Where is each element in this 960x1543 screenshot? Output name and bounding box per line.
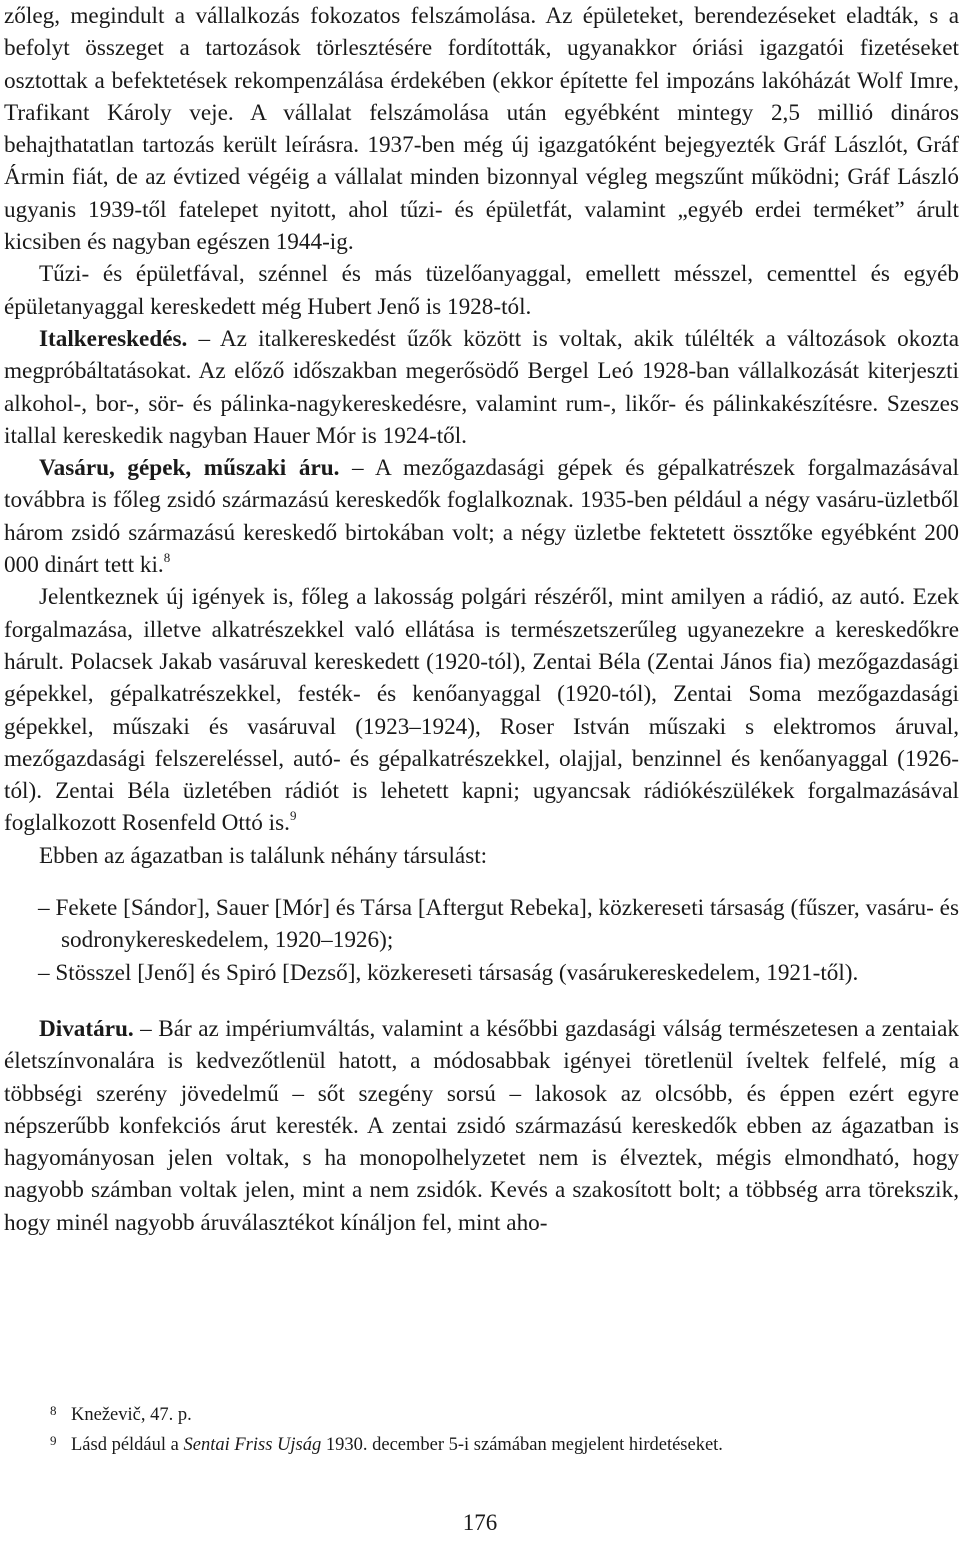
fashion-text: – Bár az impériumváltás, valamint a későbbi gazdasági válság természetesen a zentaiak életszínvonalára is kedvezőtlenül hatott, a módosabbak igényei töretlenül íveltek felfelé, míg a többségi szerény jövedelmű – sőt szegény sorsú – lakosok az olcsóbb, és éppen ezért egyre népszerűbb konfekciós árut keresték. A zentai zsidó származású kereskedők ebben az ágazatban is hagyományosan jelen voltak, s ha monopolhelyzetet nem is élveztek, mégis elmondható, hogy nagyobb számban voltak jelen, mint a nem zsidók. Kevés a szakosított bolt; a többség arra törekszik, hogy minél nagyobb áruválasztékot kínáljon fel, mint aho- [4,1015,959,1236]
hardware-text: – A mezőgazdasági gépek és gépalkatrészek forgalmazásával továbbra is főleg zsidó származású kereskedők foglalkoznak. 1935-ben például a négy vasáru-üzletből három zsidó származású kereskedő birtokában volt; a négy üzletbe fektetett össztőke egyébként 200 000 dinárt tett ki. [4,455,960,579]
footnote-ref-9[interactable]: 9 [289,808,297,824]
liquor-text: – Az italkereskedést űzők között is voltak, akik túlélték a változások okozta megpróbáltatásokat. Az előző időszakban megerősödő Bergel Leó 1928-ban vállalkozását kiterjeszti alkohol-, bor-, sör- és pálinka-nagykereskedésre, valamint rum-, likőr- és pálinkakészítésre. Szeszes itallal kereskedik nagyban Hauer Mór is 1924-től. [4,325,959,449]
paragraph-firewood-trade: Tűzi- és épületfával, szénnel és más tüzelőanyaggal, emellett mésszel, cementtel és egyéb épületanyaggal kereskedett még Hubert Jenő is 1928-tól. [4,261,959,320]
footnote-text-pre: Lásd például a [71,1435,184,1455]
footnote-8 [4,1400,904,1430]
list-item: – Stösszel [Jenő] és Spiró [Dezső], közkereseti társaság (vasárukereskedelem, 1921-től). [38,959,859,986]
paragraph-fashion-trade [4,1013,959,1239]
paragraph-associations-intro: Ebben az ágazatban is találunk néhány társulást: [39,842,488,869]
footnote-text: Kneževič, 47. p. [71,1405,192,1425]
paragraph-liquidation: zőleg, megindult a vállalkozás fokozatos felszámolása. Az épületeket, berendezéseket eladták, s a befolyt összeget a tartozások törlesztésére fordították, ugyanakkor óriási igazgatói fizetéseket osztottak a befektetések rekompenzálása érdekében (ekkor építette fel impozáns lakóházát Wolf Imre, Trafikant Károly veje. A vállalat felszámolása után egyébként mintegy 2,5 millió dináros behajthatatlan tartozás került leírásra. 1937-ben még új igazgatóként bejegyezték Gráf Lászlót, Gráf Ármin fiát, de az évtized végéig a vállalat minden bizonnyal végleg megszűnt működni; Gráf László ugyanis 1939-től fatelepet nyitott, ahol tűzi- és épületfát, valamint „egyéb erdei terméket” árult kicsiben és nagyban egészen 1944-ig. [4,3,959,256]
section-heading-hardware: Vasáru, gépek, műszaki áru. [39,455,340,482]
footnote-9 [4,1430,904,1460]
footnote-number: 8 [50,1403,57,1418]
section-heading-fashion: Divatáru. [39,1015,134,1042]
paragraph-hardware-trade [4,452,959,581]
footnote-ref-8[interactable]: 8 [163,550,171,566]
page-number: 176 [462,1510,498,1535]
section-heading-liquor: Italkereskedés. [39,325,188,352]
list-item: – Fekete [Sándor], Sauer [Mór] és Társa [Aftergut Rebeka], közkereseti társaság (fűszer, vasáru- és sodronykereskedelem, 1920–1926); [38,895,959,954]
new-demands-text: Jelentkeznek új igények is, főleg a lakosság polgári részéről, mint amilyen a rádió, az autó. Ezek forgalmazása, illetve alkatrészekkel való ellátása is természetszerűleg ugyanezekre a kereskedőkre hárult. Polacsek Jakab vasáruval kereskedett (1920-tól), Zentai Béla (Zentai János fia) mezőgazdasági gépekkel, gépalkatrészekkel, festék- és kenőanyaggal (1920-tól), Zentai Soma mezőgazdasági gépekkel, műszaki és vasáruval (1923–1924), Roser István műszaki s elektromos áruval, mezőgazdasági felszereléssel, autó- és gépalkatrészekkel, olajjal, benzinnel és kenőanyaggal (1926-tól). Zentai Béla üzletében rádiót is lehetett kapni; ugyancsak rádiókészülékek forgalmazásával foglalkozott Rosenfeld Ottó is. [4,584,959,837]
paragraph-liquor-trade [4,323,959,452]
footnote-number: 9 [50,1433,57,1448]
footnotes [4,1400,904,1460]
page-body [4,0,959,1239]
newspaper-title: Sentai Friss Ujság [183,1435,322,1455]
paragraph-new-demands [4,581,959,839]
footnote-text-post: 1930. december 5-i számában megjelent hirdetéseket. [321,1435,723,1455]
associations-list [4,892,959,989]
